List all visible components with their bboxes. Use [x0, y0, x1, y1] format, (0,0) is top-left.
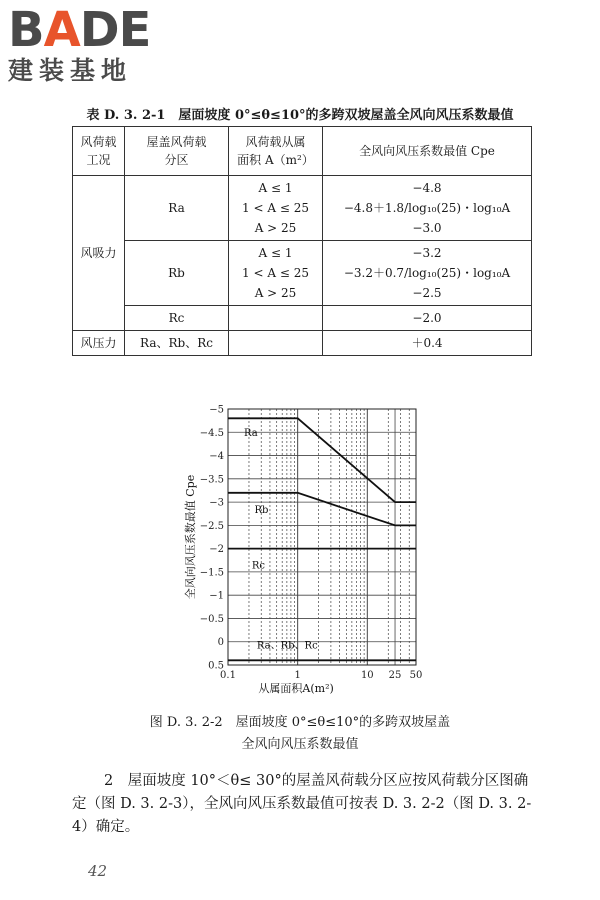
cpe-chart [180, 395, 440, 707]
y-tick-label: 0.5 [208, 660, 224, 672]
header-load-case: 风荷载 工况 [73, 127, 125, 176]
x-tick-label: 10 [360, 670, 374, 681]
x-tick-label: 25 [388, 670, 402, 681]
figure-caption-line1: 图 D. 3. 2-2 屋面坡度 0°≤θ≤10°的多跨双坡屋盖 [149, 715, 451, 730]
logo-subtitle: 建装基地 [8, 56, 133, 85]
table-row [73, 241, 532, 306]
y-tick-label: −5 [209, 404, 224, 416]
cell-value-rb: −3.2 −3.2＋0.7/log₁₀(25)・log₁₀A −2.5 [323, 241, 532, 306]
logo-letter: A [43, 2, 80, 58]
header-area: 风荷载从属 面积 A（m²） [229, 127, 323, 176]
y-tick-label: 0 [217, 637, 224, 649]
cell-pressure-label: 风压力 [73, 331, 125, 356]
y-tick-label: −4 [209, 451, 224, 463]
y-tick-label: −2.5 [199, 520, 224, 532]
zone-label-positive: Ra、Rb、Rc [256, 640, 318, 652]
y-axis-title: 全风向风压系数最值 Cpe [184, 474, 197, 600]
zone-label-ra: Ra [244, 427, 258, 439]
pressure-coefficient-table [72, 126, 532, 356]
x-tick-label: 50 [409, 670, 423, 681]
cell-area-ra: A ≤ 1 1 < A ≤ 25 A > 25 [229, 176, 323, 241]
x-tick-label: 1 [294, 670, 301, 681]
logo-letter: D [79, 2, 119, 58]
table-caption: 表 D. 3. 2-1 屋面坡度 0°≤θ≤10°的多跨双坡屋盖全风向风压系数最值 [86, 108, 514, 123]
cell-value-rc: −2.0 [323, 306, 532, 331]
y-tick-label: −3.5 [199, 474, 224, 486]
cell-value-ra: −4.8 −4.8＋1.8/log₁₀(25)・log₁₀A −3.0 [323, 176, 532, 241]
y-tick-label: −0.5 [199, 613, 224, 625]
x-tick-label: 0.1 [220, 670, 236, 681]
table-row [73, 176, 532, 241]
header-cpe: 全风向风压系数最值 Cpe [323, 127, 532, 176]
table-row [73, 331, 532, 356]
cell-suction-label: 风吸力 [73, 176, 125, 331]
cell-area-rb: A ≤ 1 1 < A ≤ 25 A > 25 [229, 241, 323, 306]
brand-logo [8, 2, 178, 90]
table-header-row [73, 127, 532, 176]
cell-value-pressure: ＋0.4 [323, 331, 532, 356]
body-paragraph: 2 屋面坡度 10°＜θ≤ 30°的屋盖风荷载分区应按风荷载分区图确定（图 D. 3. 2-3），全风向风压系数最值可按表 D. 3. 2-2（图 D. 3. 2-4）确定。 [72, 773, 532, 835]
cell-zone-ra: Ra [125, 176, 229, 241]
zone-label-rb: Rb [254, 504, 269, 516]
page-number: 42 [88, 862, 108, 880]
cell-zone-rb: Rb [125, 241, 229, 306]
logo-letter: B [8, 2, 44, 58]
logo-wordmark [8, 2, 178, 58]
table-row [73, 306, 532, 331]
zone-label-rc: Rc [251, 560, 265, 572]
cell-zone-all: Ra、Rb、Rc [125, 331, 229, 356]
cell-area-rc [229, 306, 323, 331]
cell-zone-rc: Rc [125, 306, 229, 331]
figure-caption [0, 712, 600, 756]
y-tick-label: −1 [209, 590, 224, 602]
x-axis-title: 从属面积A(m²) [258, 682, 334, 695]
figure-caption-line2: 全风向风压系数最值 [241, 737, 359, 752]
plot-frame [228, 409, 416, 665]
y-tick-label: −3 [209, 497, 224, 509]
y-tick-label: −2 [209, 544, 224, 556]
y-tick-label: −1.5 [199, 567, 224, 579]
logo-letter: E [118, 2, 151, 58]
y-tick-label: −4.5 [199, 427, 224, 439]
cell-area-all [229, 331, 323, 356]
header-roof-zone: 屋盖风荷载 分区 [125, 127, 229, 176]
